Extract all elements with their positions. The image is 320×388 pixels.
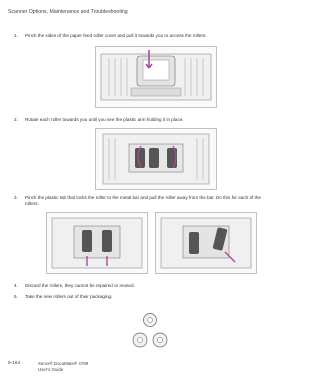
step-number: 1. <box>14 33 18 38</box>
page-number: 9-164 <box>8 361 21 366</box>
step-number: 5. <box>14 294 18 299</box>
figure-roller-cover <box>95 46 217 108</box>
step-text: Discard the rollers, they cannot be repaired or reused. <box>25 283 135 288</box>
footer-product: Xerox® DocuMate® 4799 <box>38 361 89 366</box>
step-number: 3. <box>14 195 18 200</box>
figure-remove-roller-right <box>155 212 257 274</box>
footer-guide: User's Guide <box>38 367 64 372</box>
figure-new-rollers <box>127 311 173 351</box>
step-text: Rotate each roller towards you until you see the plastic arm holding it in place. <box>25 117 184 122</box>
step-text: Pinch the plastic tab that locks the roller to the metal bar and pull the roller away from the bar. Do this for each of the rollers. <box>25 195 261 206</box>
step-text: Take the new rollers out of their packaging. <box>25 294 113 299</box>
step-number: 4. <box>14 283 18 288</box>
running-header: Scanner Options, Maintenance and Troubleshooting <box>8 9 128 15</box>
step-text: Pinch the sides of the paper feed roller cover and pull it towards you to access the rollers. <box>25 33 207 38</box>
figure-remove-roller-left <box>46 212 148 274</box>
figure-rotate-rollers <box>95 128 217 190</box>
step-number: 2. <box>14 117 18 122</box>
